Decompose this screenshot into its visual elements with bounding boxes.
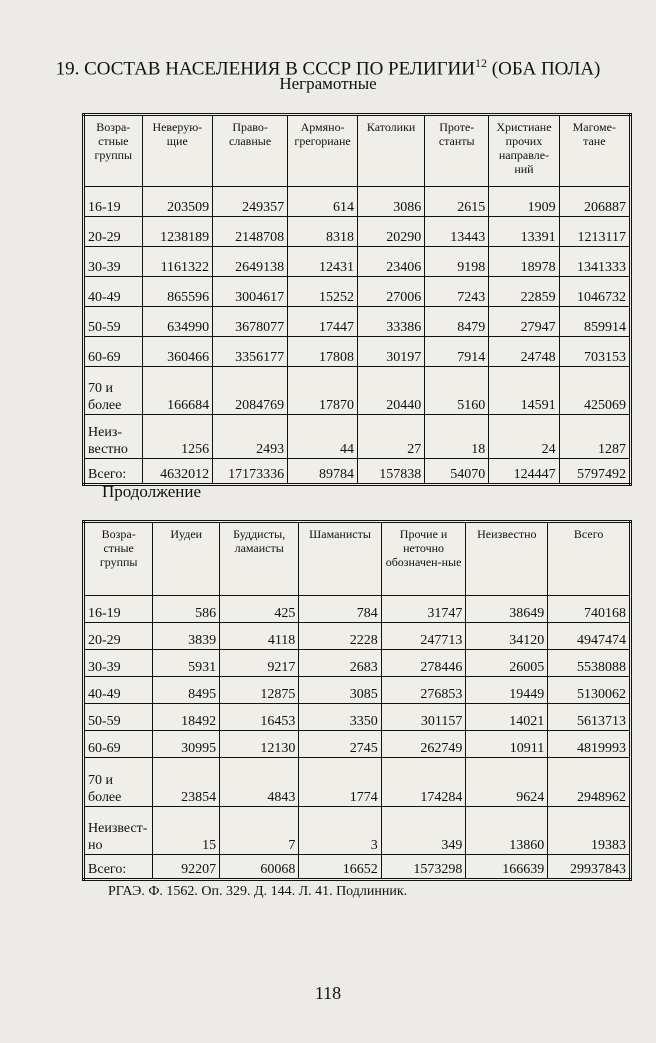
table-cell: 5538088 <box>548 650 631 677</box>
table-cell: 4118 <box>220 623 299 650</box>
table-cell: 586 <box>153 596 220 623</box>
column-header: Неизвестно <box>466 522 548 596</box>
table-row <box>84 247 631 277</box>
row-label: 40-49 <box>84 677 153 704</box>
table-cell: 3356177 <box>213 337 288 367</box>
table-cell: 1573298 <box>381 855 466 880</box>
table-cell: 278446 <box>381 650 466 677</box>
row-label: 50-59 <box>84 307 143 337</box>
table-cell: 92207 <box>153 855 220 880</box>
table-cell: 89784 <box>288 459 358 485</box>
table-cell: 349 <box>381 807 466 855</box>
table-cell: 44 <box>288 415 358 459</box>
row-label: Всего: <box>84 459 143 485</box>
table-row <box>84 307 631 337</box>
column-header: Христиане прочих направле-ний <box>489 115 559 187</box>
column-header: Иудеи <box>153 522 220 596</box>
table-cell: 30995 <box>153 731 220 758</box>
table-cell: 3004617 <box>213 277 288 307</box>
table-cell: 12130 <box>220 731 299 758</box>
table-cell: 2228 <box>299 623 381 650</box>
table-row <box>84 187 631 217</box>
table-cell: 1238189 <box>142 217 213 247</box>
table-cell: 865596 <box>142 277 213 307</box>
table-cell: 166639 <box>466 855 548 880</box>
table-cell: 29937843 <box>548 855 631 880</box>
source-note: РГАЭ. Ф. 1562. Оп. 329. Д. 144. Л. 41. Подлинник. <box>108 884 408 899</box>
table-cell: 16453 <box>220 704 299 731</box>
row-label: 20-29 <box>84 217 143 247</box>
table-row <box>84 217 631 247</box>
table-cell: 301157 <box>381 704 466 731</box>
table-cell: 740168 <box>548 596 631 623</box>
table-header-row <box>84 522 631 596</box>
table-cell: 2148708 <box>213 217 288 247</box>
table-cell: 9198 <box>425 247 489 277</box>
table-cell: 249357 <box>213 187 288 217</box>
table-cell: 634990 <box>142 307 213 337</box>
page-subtitle: Неграмотные <box>279 74 377 93</box>
table-cell: 2948962 <box>548 758 631 807</box>
table-row <box>84 459 631 485</box>
table-cell: 5613713 <box>548 704 631 731</box>
table-cell: 157838 <box>358 459 425 485</box>
table-cell: 17870 <box>288 367 358 415</box>
table-cell: 20440 <box>358 367 425 415</box>
table-cell: 27 <box>358 415 425 459</box>
title-suffix: (ОБА ПОЛА) <box>487 58 601 80</box>
row-label: 20-29 <box>84 623 153 650</box>
table-cell: 3839 <box>153 623 220 650</box>
table-cell: 17447 <box>288 307 358 337</box>
row-label: 30-39 <box>84 650 153 677</box>
table-cell: 8318 <box>288 217 358 247</box>
table-cell: 425069 <box>559 367 630 415</box>
table-cell: 7914 <box>425 337 489 367</box>
table-row <box>84 277 631 307</box>
table-cell: 33386 <box>358 307 425 337</box>
table-cell: 7243 <box>425 277 489 307</box>
table-cell: 2615 <box>425 187 489 217</box>
column-header: Право-славные <box>213 115 288 187</box>
table-cell: 784 <box>299 596 381 623</box>
table-row <box>84 677 631 704</box>
column-header: Католики <box>358 115 425 187</box>
table-cell: 3678077 <box>213 307 288 337</box>
table-cell: 703153 <box>559 337 630 367</box>
table-row <box>84 337 631 367</box>
table-cell: 124447 <box>489 459 559 485</box>
table-cell: 18492 <box>153 704 220 731</box>
table-cell: 3086 <box>358 187 425 217</box>
table-cell: 8479 <box>425 307 489 337</box>
row-label: 30-39 <box>84 247 143 277</box>
table-cell: 13391 <box>489 217 559 247</box>
table-cell: 2649138 <box>213 247 288 277</box>
table-cell: 2493 <box>213 415 288 459</box>
table-cell: 17808 <box>288 337 358 367</box>
table-cell: 13860 <box>466 807 548 855</box>
table-cell: 22859 <box>489 277 559 307</box>
table-cell: 262749 <box>381 731 466 758</box>
table-cell: 1287 <box>559 415 630 459</box>
row-label: 60-69 <box>84 731 153 758</box>
table-cell: 859914 <box>559 307 630 337</box>
table-cell: 23854 <box>153 758 220 807</box>
title-text: 19. СОСТАВ НАСЕЛЕНИЯ В СССР ПО РЕЛИГИИ <box>55 58 476 80</box>
table-row <box>84 807 631 855</box>
table-cell: 24 <box>489 415 559 459</box>
table-row <box>84 367 631 415</box>
table-cell: 54070 <box>425 459 489 485</box>
column-header: Возра-стные группы <box>84 115 143 187</box>
table-cell: 24748 <box>489 337 559 367</box>
table-cell: 3350 <box>299 704 381 731</box>
title-footnote-mark: 12 <box>475 56 488 70</box>
row-label: 16-19 <box>84 187 143 217</box>
religion-table-part1 <box>82 113 632 486</box>
table-cell: 7 <box>220 807 299 855</box>
table-cell: 12431 <box>288 247 358 277</box>
table-cell: 425 <box>220 596 299 623</box>
table-cell: 18978 <box>489 247 559 277</box>
table-cell: 5130062 <box>548 677 631 704</box>
table-cell: 31747 <box>381 596 466 623</box>
continuation-label: Продолжение <box>102 482 202 501</box>
table-cell: 30197 <box>358 337 425 367</box>
table-cell: 5160 <box>425 367 489 415</box>
table-cell: 9624 <box>466 758 548 807</box>
row-label: 70 и более <box>84 367 143 415</box>
table-cell: 360466 <box>142 337 213 367</box>
table-cell: 16652 <box>299 855 381 880</box>
page-number: 118 <box>314 983 342 1003</box>
table-cell: 10911 <box>466 731 548 758</box>
table-cell: 15 <box>153 807 220 855</box>
table-cell: 4819993 <box>548 731 631 758</box>
table-cell: 18 <box>425 415 489 459</box>
table-cell: 276853 <box>381 677 466 704</box>
row-label: 70 и более <box>84 758 153 807</box>
table-cell: 26005 <box>466 650 548 677</box>
table-cell: 3 <box>299 807 381 855</box>
table-row <box>84 855 631 880</box>
row-label: 50-59 <box>84 704 153 731</box>
table-row <box>84 731 631 758</box>
table-cell: 19449 <box>466 677 548 704</box>
table-cell: 206887 <box>559 187 630 217</box>
table-cell: 60068 <box>220 855 299 880</box>
table-cell: 14591 <box>489 367 559 415</box>
table-cell: 34120 <box>466 623 548 650</box>
table-cell: 38649 <box>466 596 548 623</box>
table-row <box>84 704 631 731</box>
column-header: Шаманисты <box>299 522 381 596</box>
table-cell: 15252 <box>288 277 358 307</box>
table-row <box>84 650 631 677</box>
table-cell: 3085 <box>299 677 381 704</box>
table-cell: 614 <box>288 187 358 217</box>
table-cell: 4632012 <box>142 459 213 485</box>
column-header: Возра-стные группы <box>84 522 153 596</box>
column-header: Всего <box>548 522 631 596</box>
row-label: Неиз-вестно <box>84 415 143 459</box>
table-cell: 4947474 <box>548 623 631 650</box>
table-cell: 1256 <box>142 415 213 459</box>
row-label: Всего: <box>84 855 153 880</box>
table-row <box>84 623 631 650</box>
table-cell: 203509 <box>142 187 213 217</box>
table-cell: 1046732 <box>559 277 630 307</box>
column-header: Армяно-грегориане <box>288 115 358 187</box>
table-cell: 27006 <box>358 277 425 307</box>
table-cell: 2745 <box>299 731 381 758</box>
table-cell: 2084769 <box>213 367 288 415</box>
row-label: 40-49 <box>84 277 143 307</box>
table-cell: 8495 <box>153 677 220 704</box>
table-cell: 2683 <box>299 650 381 677</box>
table-cell: 4843 <box>220 758 299 807</box>
table-header-row <box>84 115 631 187</box>
column-header: Неверую-щие <box>142 115 213 187</box>
table-cell: 174284 <box>381 758 466 807</box>
table-row <box>84 758 631 807</box>
table-cell: 9217 <box>220 650 299 677</box>
table-cell: 1341333 <box>559 247 630 277</box>
table-cell: 1161322 <box>142 247 213 277</box>
table-cell: 166684 <box>142 367 213 415</box>
column-header: Проте-станты <box>425 115 489 187</box>
table-cell: 27947 <box>489 307 559 337</box>
religion-table-part2 <box>82 520 632 881</box>
table-cell: 17173336 <box>213 459 288 485</box>
table-cell: 5797492 <box>559 459 630 485</box>
table-cell: 5931 <box>153 650 220 677</box>
table-cell: 13443 <box>425 217 489 247</box>
table-cell: 1774 <box>299 758 381 807</box>
table-cell: 19383 <box>548 807 631 855</box>
table-cell: 247713 <box>381 623 466 650</box>
column-header: Магоме-тане <box>559 115 630 187</box>
column-header: Буддисты, ламаисты <box>220 522 299 596</box>
row-label: 16-19 <box>84 596 153 623</box>
table-cell: 1213117 <box>559 217 630 247</box>
table-row <box>84 415 631 459</box>
table-row <box>84 596 631 623</box>
table-cell: 14021 <box>466 704 548 731</box>
row-label: Неизвест-но <box>84 807 153 855</box>
table-cell: 23406 <box>358 247 425 277</box>
column-header: Прочие и неточно обозначен-ные <box>381 522 466 596</box>
table-cell: 1909 <box>489 187 559 217</box>
table-cell: 12875 <box>220 677 299 704</box>
table-cell: 20290 <box>358 217 425 247</box>
row-label: 60-69 <box>84 337 143 367</box>
